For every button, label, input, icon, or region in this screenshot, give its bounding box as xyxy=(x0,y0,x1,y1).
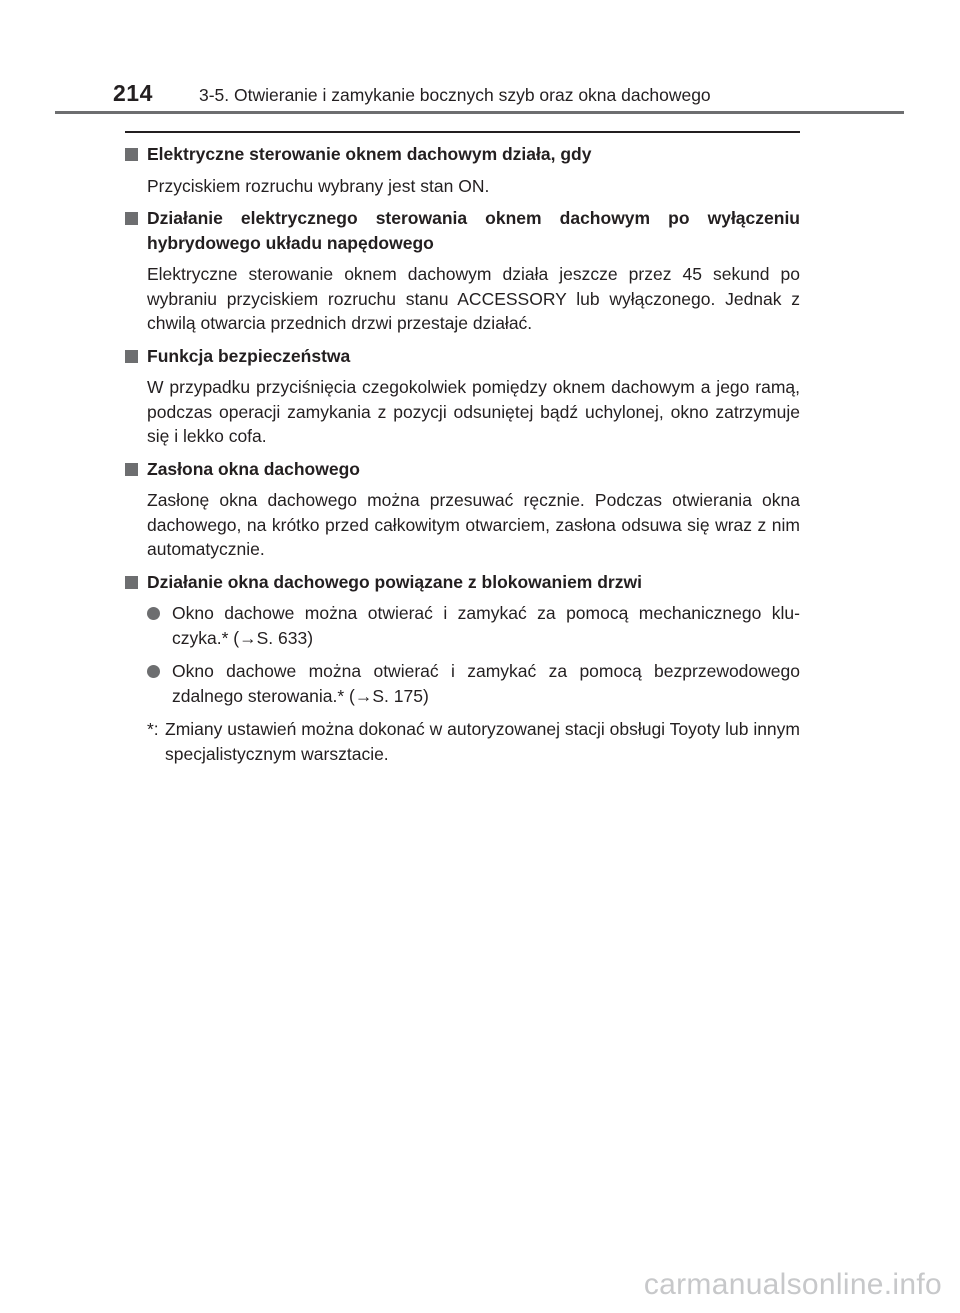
section-after-hybrid-off xyxy=(125,206,800,336)
list-item: Okno dachowe można otwierać i zamykać za pomocą bezprzewodowego zdalnego sterowania.* (→S. 175) xyxy=(125,659,800,708)
square-bullet-icon xyxy=(125,148,138,161)
footnote-mark: *: xyxy=(147,719,159,739)
list-item: Okno dachowe można otwierać i zamykać za pomocą mechanicznego klu-czyka.* (→S. 633) xyxy=(125,601,800,650)
page-number: 214 xyxy=(113,80,153,106)
footnote xyxy=(125,717,800,766)
section-sunshade xyxy=(125,457,800,562)
header-divider xyxy=(55,111,904,114)
square-bullet-icon xyxy=(125,576,138,589)
section-title: Funkcja bezpieczeństwa xyxy=(125,344,800,369)
content-divider xyxy=(125,131,800,133)
circle-bullet-icon xyxy=(147,607,160,620)
section-safety-function xyxy=(125,344,800,449)
section-title: Działanie okna dachowego powiązane z blokowaniem drzwi xyxy=(125,570,800,595)
footnote-text: Zmiany ustawień można dokonać w autoryzowanej stacji obsługi Toyoty lub innym specjalistycznym warsztacie. xyxy=(165,719,800,764)
section-title: Elektryczne sterowanie oknem dachowym działa, gdy xyxy=(125,142,800,167)
watermark: carmanualsonline.info xyxy=(643,1268,942,1301)
square-bullet-icon xyxy=(125,212,138,225)
circle-bullet-icon xyxy=(147,665,160,678)
section-power-window-operation xyxy=(125,142,800,198)
page-header xyxy=(0,76,905,116)
page-content xyxy=(125,142,800,774)
section-door-lock-linked xyxy=(125,570,800,767)
square-bullet-icon xyxy=(125,350,138,363)
chapter-title: 3-5. Otwieranie i zamykanie bocznych szyb oraz okna dachowego xyxy=(199,85,711,105)
section-title: Działanie elektrycznego sterowania oknem dachowym po wyłączeniu hybrydowego układu napędowego xyxy=(125,206,800,255)
section-title: Zasłona okna dachowego xyxy=(125,457,800,482)
section-body: Elektryczne sterowanie oknem dachowym działa jeszcze przez 45 sekund po wybraniu przyciskiem rozruchu stanu ACCESSORY lub wyłączonego. Jednak z chwilą otwarcia przednich drzwi przestaje działać. xyxy=(147,264,800,333)
section-body: Zasłonę okna dachowego można przesuwać ręcznie. Podczas otwierania okna dachowego, na krótko przed całkowitym otwarciem, zasłona odsuwa się wraz z nim automatycznie. xyxy=(147,490,800,559)
section-body: W przypadku przyciśnięcia czegokolwiek pomiędzy oknem dachowym a jego ramą, podczas operacji zamykania z pozycji odsuniętej bądź uchylonej, okno zatrzymuje się i lekko cofa. xyxy=(147,377,800,446)
section-body: Przyciskiem rozruchu wybrany jest stan ON. xyxy=(147,175,490,196)
square-bullet-icon xyxy=(125,463,138,476)
